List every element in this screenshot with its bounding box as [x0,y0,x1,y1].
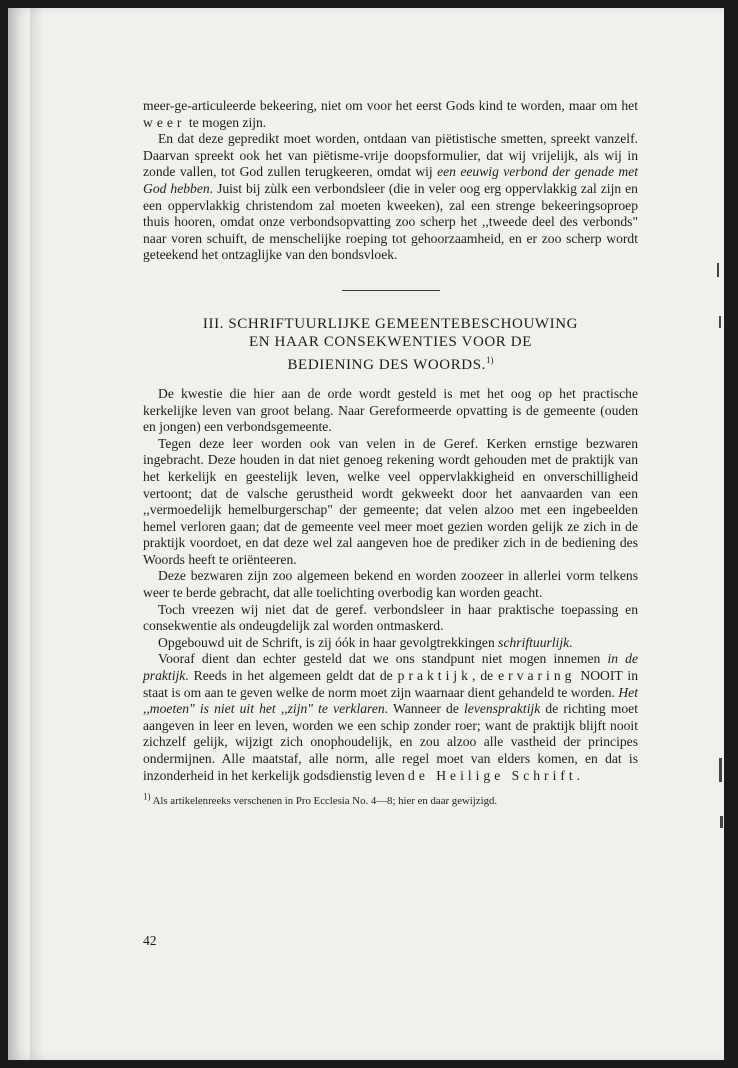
continuation-paragraph: meer-ge-articuleerde bekeering, niet om voor het eerst Gods kind te worden, maar om het weer te mogen zijn. [143,98,638,130]
page-gutter-shadow [30,8,44,1060]
page-number: 42 [143,933,157,948]
paragraph: De kwestie die hier aan de orde wordt gesteld is met het oog op het practische kerkelijke leven van groot belang. Naar Gereformeerde opvatting is de gemeente (ouden en jongen) een verbondsgemeente. [143,385,638,435]
scan-mark [719,316,721,328]
scan-mark [720,816,723,828]
section-heading: III. SCHRIFTUURLIJKE GEMEENTEBESCHOUWING EN HAAR CONSEKWENTIES VOOR DE BEDIENING DES WOORDS.$^{1)}$ [202,315,579,373]
paragraph: Deze bezwaren zijn zoo algemeen bekend en worden zoozeer in allerlei vorm telkens weer te berde gebracht, dat alle toelichting overbodig kan worden geacht. [143,568,638,601]
scan-mark [717,263,719,277]
section-divider [342,290,440,291]
footnote: $^{1)}$ Als artikelenreeks verschenen in Pro Ecclesia No. 4—8; hier en daar gewijzigd. [143,791,498,808]
footnote-reference: 1) [486,354,494,365]
paragraph: Vooraf dient dan echter gesteld dat we ons standpunt niet mogen innemen in de praktijk. Reeds in het algemeen geldt dat de praktijk, de ervaring NOOIT in staat is om aan te geven welke de norm moet zijn waarnaar dient gehandeld te worden. Het ,,moeten" is niet uit het ,,zijn" te verklaren. Wanneer de levenspraktijk de richting moet aangeven in leer en leven, worden we een schip zonder roer; want de praktijk blijft nooit zichzelf gelijk, wijzigt zich onophoudelijk, en zou alzoo alle vastheid der principes ondermijnen. Alle maatstaf, alle norm, alle regel moet van elders komen, en dat is inzonderheid in het kerkelijk godsdienstig leven de Heilige Schrift. [143,651,639,783]
paragraph: En dat deze gepredikt moet worden, ontdaan van piëtistische smetten, spreekt vanzelf. Daarvan spreekt ook het van piëtisme-vrije doopsformulier, dat wij vrijelijk, als wij in zonde vallen, tot God zullen terugkeeren, omdat wij een eeuwig verbond der genade met God hebben. Juist bij zùlk een verbondsleer (die in veler oog erg oppervlakkig zal zijn en een oppervlakkig christendom zal moeten kweeken), zal een strenge bekeeringsoproep thuis hooren, omdat onze verbondsopvatting zoo scherp het ,,tweede deel des verbonds" naar voren schuift, de menschelijke roeping tot gehoorzaamheid, en er zoo scherp wordt geteekend het ontzaglijke van den bondsvloek. [143,131,638,263]
paragraph: Tegen deze leer worden ook van velen in de Geref. Kerken ernstige bezwaren ingebracht. Deze houden in dat niet genoeg rekening wordt gehouden met de praktijk van het kerkelijk en geestelijk leven, welke veel oppervlakkigheid en onverschilligheid vertoont; dat de valsche gerustheid wordt gekweekt door het aanvaarden van een ,,vermoedelijk hemelburgerschap" der gemeente; dat velen alzoo met een ingebeelden hemel verloren gaan; dat de gemeente veel meer moet gezien worden gelijk ze zich in de praktijk voordoet, en dat deze wel zal aangeven hoe de prediker zich in de bediening des Woords heeft te oriënteeren. [143,435,638,567]
paragraph: Toch vreezen wij niet dat de geref. verbondsleer in haar praktische toepassing en consekwentie als ondeugdelijk zal worden ontmaskerd. [143,601,638,634]
body-text [143,98,638,808]
paragraph: Opgebouwd uit de Schrift, is zij óók in haar gevolgtrekkingen schriftuurlijk. [158,634,573,650]
scan-mark [719,758,722,782]
